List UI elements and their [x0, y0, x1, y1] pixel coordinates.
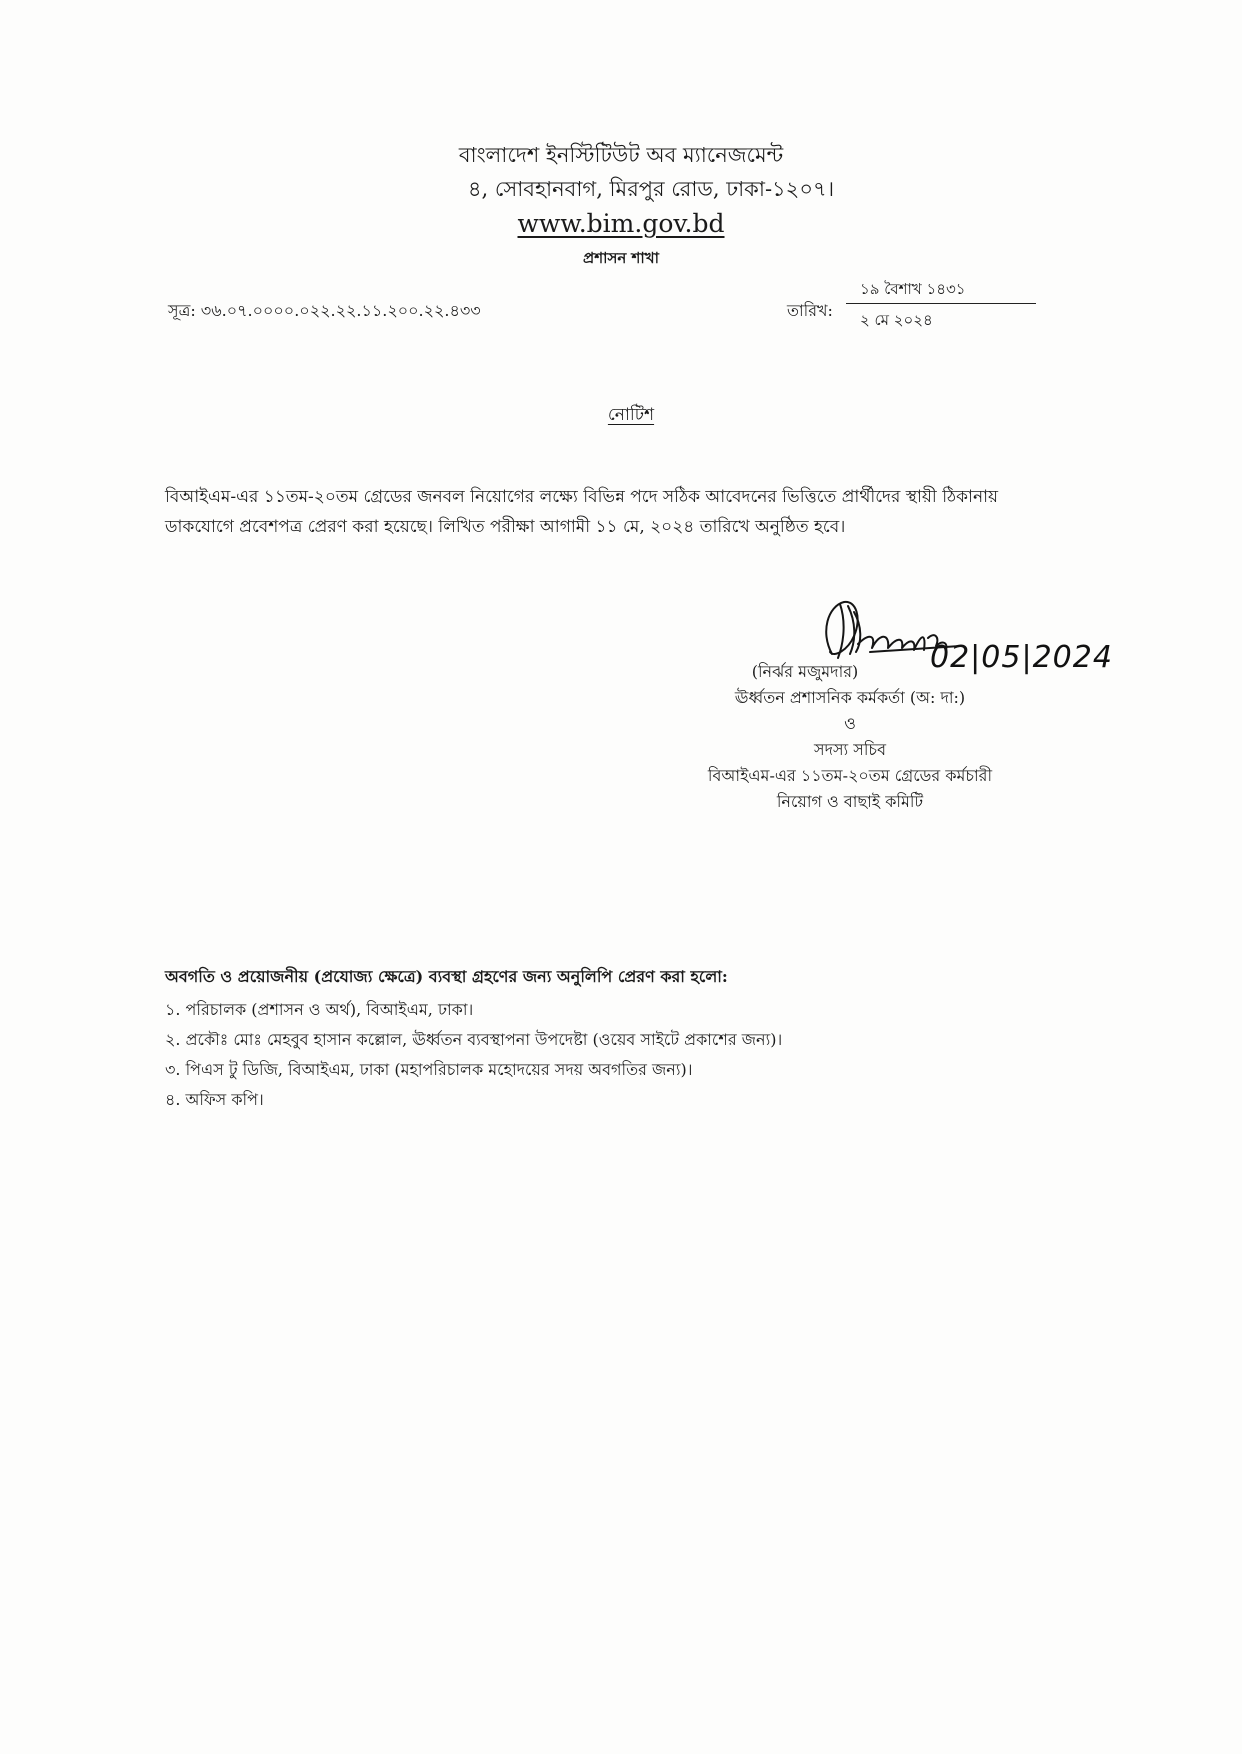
- signatory-conjunction: ও: [844, 714, 856, 733]
- copy-to-item: ৩. পিএস টু ডিজি, বিআইএম, ঢাকা (মহাপরিচালক মহোদয়ের সদয় অবগতির জন্য)।: [165, 1060, 693, 1079]
- reference-number: সূত্র: ৩৬.০৭.০০০০.০২২.২২.১১.২০০.২২.৪৩৩: [168, 301, 481, 320]
- copy-to-item: ৪. অফিস কপি।: [165, 1090, 264, 1109]
- committee-line-1: বিআইএম-এর ১১তম-২০তম গ্রেডের কর্মচারী: [707, 766, 993, 785]
- organization-address: ৪, সোবহানবাগ, মিরপুর রোড, ঢাকা-১২০৭।: [467, 177, 835, 201]
- date-gregorian: ২ মে ২০২৪: [860, 311, 933, 329]
- copy-to-section: [165, 962, 1065, 1116]
- notice-title: [0, 402, 1242, 430]
- signatory-designation: ঊর্ধ্বতন প্রশাসনিক কর্মকর্তা (অ: দা:): [734, 688, 966, 707]
- date-bangla: ১৯ বৈশাখ ১৪৩১: [846, 276, 1036, 304]
- website-link[interactable]: www.bim.gov.bd: [517, 209, 725, 238]
- branch-name: প্রশাসন শাখা: [583, 249, 659, 267]
- signatory-block: [640, 659, 1060, 815]
- signatory-role: সদস্য সচিব: [814, 740, 886, 759]
- letterhead: [0, 138, 1242, 272]
- handwritten-date: 02|05|2024: [930, 640, 1113, 675]
- copy-to-item: ২. প্রকৌঃ মোঃ মেহবুব হাসান কল্লোল, ঊর্ধ্বতন ব্যবস্থাপনা উপদেষ্টা (ওয়েব সাইটে প্রকাশের জন্য)।: [165, 1030, 783, 1049]
- committee-line-2: নিয়োগ ও বাছাই কমিটি: [776, 792, 924, 811]
- notice-body: বিআইএম-এর ১১তম-২০তম গ্রেডের জনবল নিয়োগের লক্ষ্যে বিভিন্ন পদে সঠিক আবেদনের ভিত্তিতে প্রার্থীদের স্থায়ী ঠিকানায় ডাকযোগে প্রবেশপত্র প্রেরণ করা হয়েছে। লিখিত পরীক্ষা আগামী ১১ মে, ২০২৪ তারিখে অনুষ্ঠিত হবে।: [165, 487, 999, 537]
- organization-name: বাংলাদেশ ইনস্টিটিউট অব ম্যানেজমেন্ট: [458, 143, 784, 167]
- notice-title-text: নোটিশ: [607, 405, 655, 425]
- copy-to-item: ১. পরিচালক (প্রশাসন ও অর্থ), বিআইএম, ঢাকা।: [165, 1000, 474, 1019]
- copy-to-title: অবগতি ও প্রয়োজনীয় (প্রযোজ্য ক্ষেত্রে) ব্যবস্থা গ্রহণের জন্য অনুলিপি প্রেরণ করা হলো:: [165, 967, 728, 986]
- date-label: তারিখ:: [787, 301, 833, 320]
- date-block: [846, 276, 1036, 334]
- signatory-name: (নির্ঝর মজুমদার): [751, 662, 859, 681]
